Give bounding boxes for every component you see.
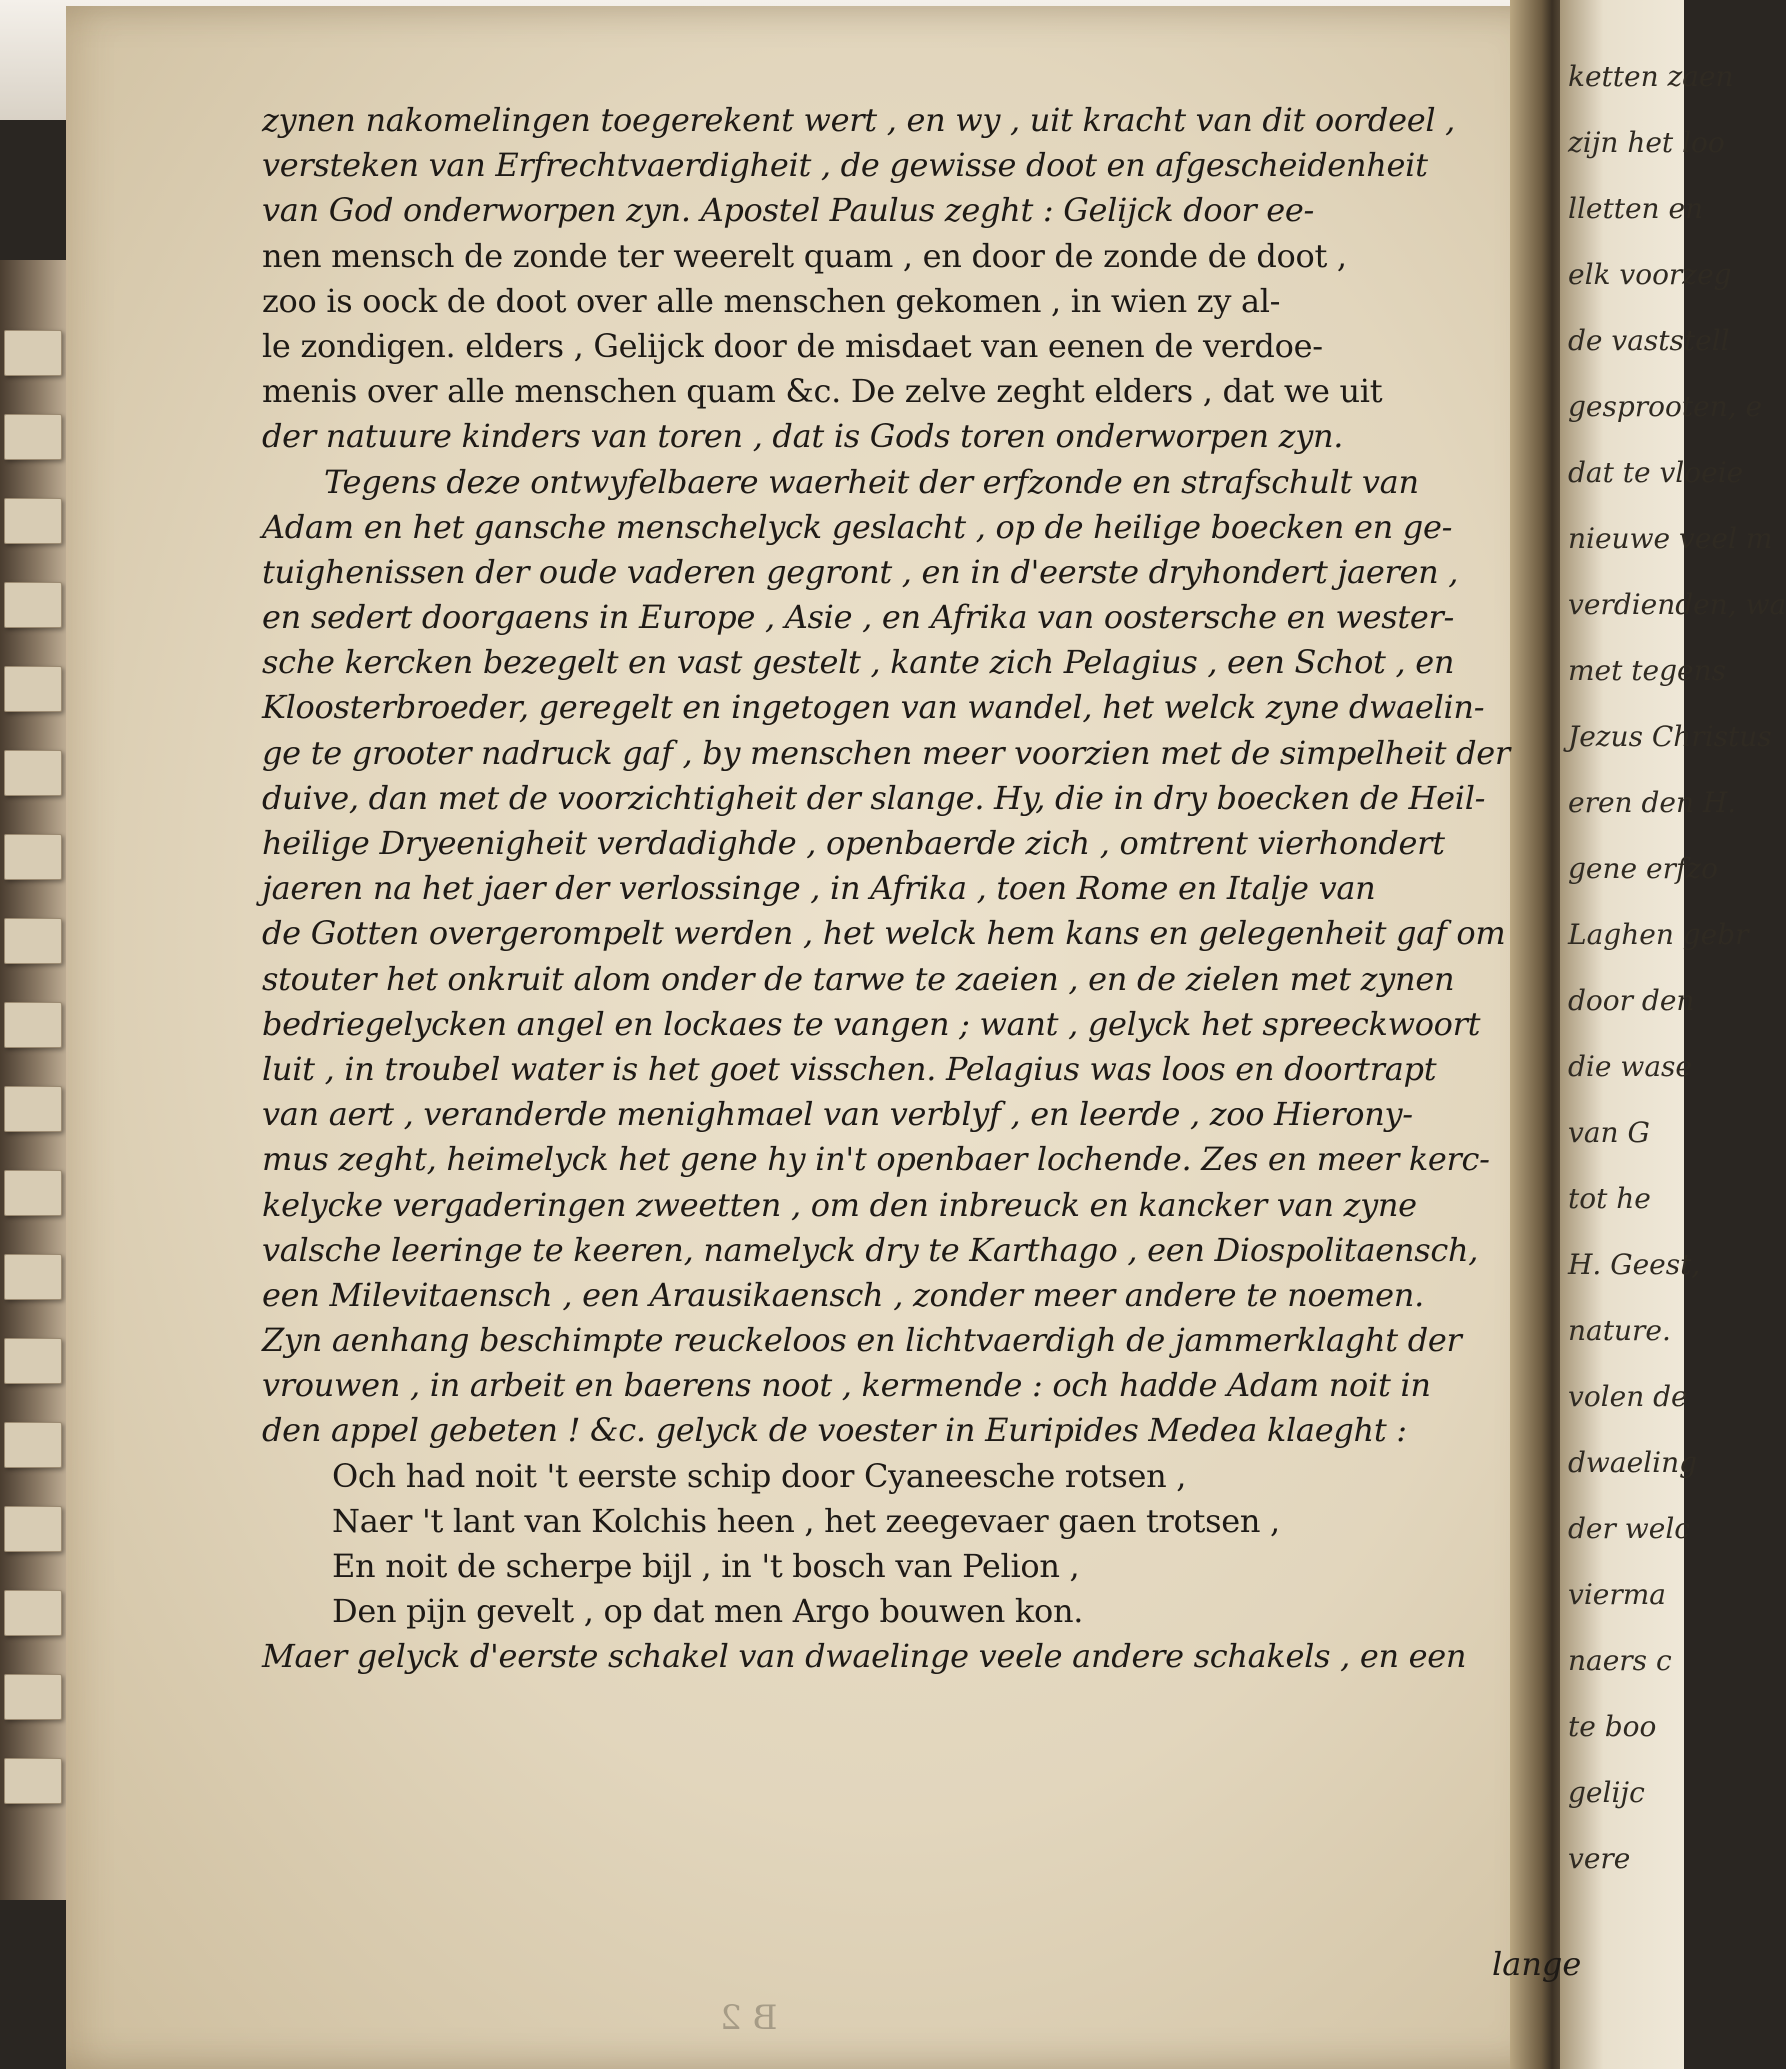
text-line: vrouwen , in arbeit en baerens noot , kermende : och hadde Adam noit in	[262, 1366, 1431, 1405]
facing-page-line: vere	[1568, 1842, 1631, 1875]
facing-page-line: gelijc	[1568, 1776, 1645, 1809]
text-line: Och had noit 't eerste schip door Cyaneesche rotsen ,	[332, 1456, 1187, 1495]
text-line: sche kercken bezegelt en vast gestelt , kante zich Pelagius , een Schot , en	[262, 643, 1455, 682]
text-line: En noit de scherpe bijl , in 't bosch van Pelion ,	[332, 1547, 1080, 1585]
facing-page-line: volen de	[1568, 1380, 1688, 1413]
spine-tab	[4, 330, 62, 376]
facing-page-line: dat te vloeie	[1568, 456, 1744, 489]
text-line: kelycke vergaderingen zweetten , om den inbreuck en kancker van zyne	[262, 1185, 1417, 1224]
text-line: versteken van Erfrechtvaerdigheit , de gewisse doot en afgescheidenheit	[262, 146, 1428, 185]
spine-tab	[4, 1170, 62, 1216]
text-line: le zondigen. elders , Gelijck door de misdaet van eenen de verdoe-	[262, 326, 1323, 365]
spine-tab	[4, 1590, 62, 1636]
signature-mark: B 2	[720, 1998, 778, 2038]
text-line: heilige Dryeenigheit verdadighde , openbaerde zich , omtrent vierhondert	[262, 824, 1445, 862]
facing-page-line: de vaststell	[1568, 324, 1730, 357]
facing-page	[1560, 0, 1786, 2069]
spine-tab	[4, 414, 62, 460]
facing-page-line: H. Geest,	[1568, 1248, 1701, 1281]
facing-page-line: ketten zaen	[1568, 60, 1734, 93]
spine-tab	[4, 666, 62, 712]
text-line: nen mensch de zonde ter weerelt quam , en door de zonde de doot ,	[262, 236, 1347, 275]
spine-tab	[4, 582, 62, 628]
text-line: der natuure kinders van toren , dat is Gods toren onderworpen zyn.	[262, 417, 1344, 456]
text-line: van aert , veranderde menighmael van verblyf , en leerde , zoo Hierony-	[262, 1095, 1413, 1134]
text-line: mus zeght, heimelyck het gene hy in't openbaer lochende. Zes en meer kerc-	[262, 1140, 1490, 1179]
facing-page-line: lletten en	[1568, 192, 1704, 225]
facing-page-line: nature.	[1568, 1314, 1671, 1347]
text-line: zynen nakomelingen toegerekent wert , en wy , uit kracht van dit oordeel ,	[262, 101, 1456, 139]
spine-tab	[4, 1002, 62, 1048]
facing-page-line: nieuwe veel m	[1568, 522, 1773, 555]
text-line: duive, dan met de voorzichtigheit der slange. Hy, die in dry boecken de Heil-	[262, 778, 1486, 817]
text-line: Den pijn gevelt , op dat men Argo bouwen kon.	[332, 1592, 1084, 1631]
facing-page-line: Jezus Christus	[1568, 720, 1772, 753]
facing-page-line: te boo	[1568, 1710, 1657, 1743]
text-line: tuighenissen der oude vaderen gegront , en in d'eerste dryhondert jaeren ,	[262, 552, 1459, 591]
text-line: zoo is oock de doot over alle menschen gekomen , in wien zy al-	[262, 281, 1281, 320]
facing-page-line: die wase	[1568, 1050, 1692, 1083]
spine-tab	[4, 1086, 62, 1132]
spine-tab	[4, 1422, 62, 1468]
facing-page-line: verdienden, wa	[1568, 588, 1786, 621]
spine-tab	[4, 498, 62, 544]
text-line: Kloosterbroeder, geregelt en ingetogen van wandel, het welck zyne dwaelin-	[262, 688, 1485, 727]
facing-page-line: met tegens	[1568, 654, 1726, 687]
spine-tab	[4, 1506, 62, 1552]
text-line: Zyn aenhang beschimpte reuckeloos en lichtvaerdigh de jammerklaght der	[262, 1321, 1462, 1360]
facing-page-line: van G	[1568, 1116, 1650, 1149]
text-line: Maer gelyck d'eerste schakel van dwaelinge veele andere schakels , en een	[262, 1637, 1467, 1676]
spine-tab	[4, 834, 62, 880]
facing-page-line: eren den H.	[1568, 786, 1737, 819]
text-line: Adam en het gansche menschelyck geslacht , op de heilige boecken en ge-	[262, 507, 1453, 546]
facing-page-line: gesprooten, e	[1568, 390, 1763, 423]
spine-tab	[4, 918, 62, 964]
page-text-body	[262, 98, 1560, 1680]
text-line: van God onderworpen zyn. Apostel Paulus zeght : Gelijck door ee-	[262, 191, 1314, 230]
text-line: jaeren na het jaer der verlossinge , in Afrika , toen Rome en Italje van	[262, 869, 1376, 908]
text-line: Tegens deze ontwyfelbaere waerheit der erfzonde en strafschult van	[324, 462, 1419, 501]
facing-page-line: zijn het loo	[1568, 126, 1725, 159]
facing-page-line: door den	[1568, 984, 1695, 1017]
spine-tab	[4, 1338, 62, 1384]
text-line: bedriegelycken angel en lockaes te vangen ; want , gelyck het spreeckwoort	[262, 1004, 1481, 1043]
text-line: een Milevitaensch , een Arausikaensch , zonder meer andere te noemen.	[262, 1275, 1424, 1314]
text-line: valsche leeringe te keeren, namelyck dry te Karthago , een Diospolitaensch,	[262, 1230, 1479, 1269]
facing-page-line: tot he	[1568, 1182, 1651, 1215]
facing-page-line: der welc	[1568, 1512, 1690, 1545]
spine-tab	[4, 750, 62, 796]
facing-page-line: vierma	[1568, 1578, 1666, 1611]
facing-page-line: Laghen gebr	[1568, 918, 1749, 951]
spine-tab	[4, 1758, 62, 1804]
facing-page-line: naers c	[1568, 1644, 1672, 1677]
spine-tab	[4, 1254, 62, 1300]
spine-tab	[4, 1674, 62, 1720]
text-line: menis over alle menschen quam &c. De zelve zeght elders , dat we uit	[262, 372, 1383, 411]
text-line: den appel gebeten ! &c. gelyck de voester in Euripides Medea klaeght :	[262, 1411, 1407, 1450]
text-line: stouter het onkruit alom onder de tarwe te zaeien , en de zielen met zynen	[262, 959, 1455, 998]
text-line: de Gotten overgerompelt werden , het welck hem kans en gelegenheit gaf om	[262, 914, 1506, 953]
facing-page-line: dwaeling	[1568, 1446, 1698, 1479]
text-line: en sedert doorgaens in Europe , Asie , en Afrika van oostersche en wester-	[262, 598, 1455, 637]
facing-page-line: gene erfzo	[1568, 852, 1718, 885]
text-line: ge te grooter nadruck gaf , by menschen meer voorzien met de simpelheit der	[262, 733, 1510, 772]
catchword: lange	[1492, 1945, 1582, 1983]
text-line: luit , in troubel water is het goet visschen. Pelagius was loos en doortrapt	[262, 1049, 1437, 1088]
facing-page-line: elk voorzeg	[1568, 258, 1732, 291]
text-line: Naer 't lant van Kolchis heen , het zeegevaer gaen trotsen ,	[332, 1501, 1280, 1540]
